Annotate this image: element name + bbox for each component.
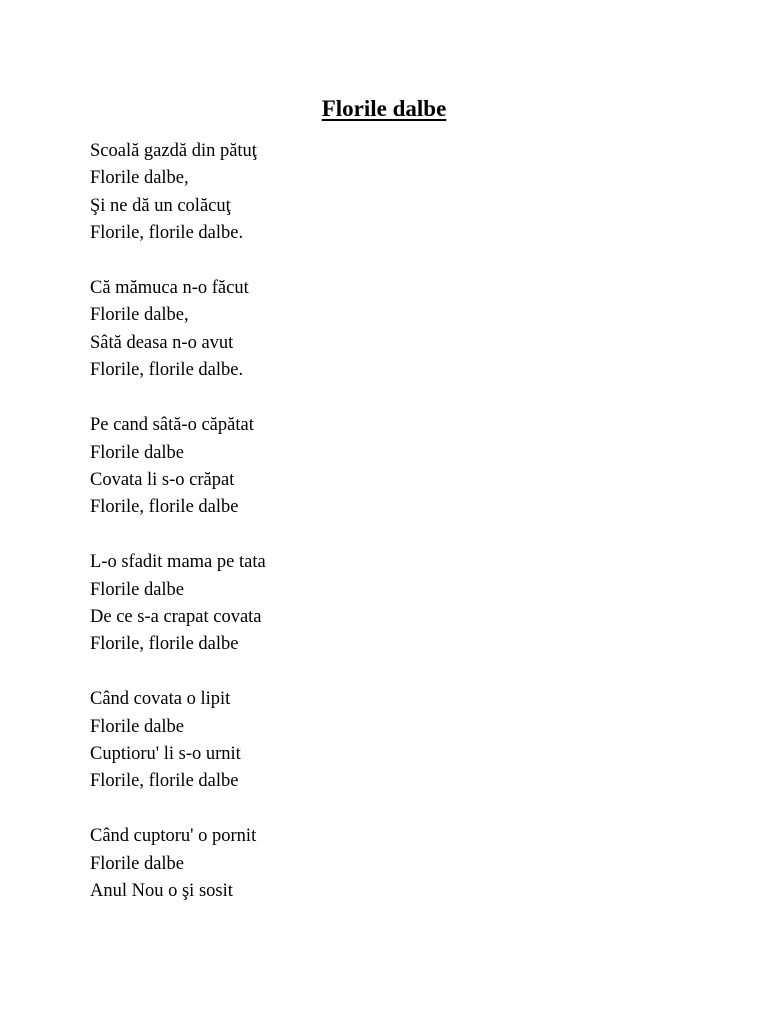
stanza [90,686,690,796]
poem-body [90,138,690,933]
poem-line: Scoală gazdă din pătuţ [90,141,257,161]
poem-line: Florile, florile dalbe. [90,360,244,381]
poem-line: Florile dalbe [90,579,185,600]
poem-line: Că mămuca n-o făcut [90,278,249,299]
poem-line: Când covata o lipit [90,689,231,710]
poem-line: Şi ne dă un colăcuţ [90,195,231,216]
stanza [90,138,690,248]
poem-line: Florile, florile dalbe [90,497,239,518]
stanza [90,823,690,905]
poem-line: Florile dalbe [90,853,185,874]
poem-line: Anul Nou o şi sosit [90,881,233,902]
poem-line: L-o sfadit mama pe tata [90,552,266,573]
poem-line: Florile dalbe [90,716,185,737]
poem-line: Florile, florile dalbe. [90,223,244,244]
stanza [90,275,690,385]
poem-line: Sâtă deasa n-o avut [90,332,234,353]
poem-line: Florile, florile dalbe [90,634,239,655]
poem-line: Covata li s-o crăpat [90,469,235,490]
poem-line: De ce s-a crapat covata [90,606,262,627]
stanza [90,549,690,659]
poem-title: Florile dalbe [321,96,447,121]
poem-line: Când cuptoru' o pornit [90,826,257,847]
stanza [90,412,690,522]
poem-line: Florile dalbe [90,442,185,463]
poem-line: Florile, florile dalbe [90,771,239,792]
poem-line: Florile dalbe, [90,168,189,189]
poem-line: Pe cand sâtă-o căpătat [90,415,254,436]
poem-line: Florile dalbe, [90,305,189,326]
poem-line: Cuptioru' li s-o urnit [90,744,241,765]
